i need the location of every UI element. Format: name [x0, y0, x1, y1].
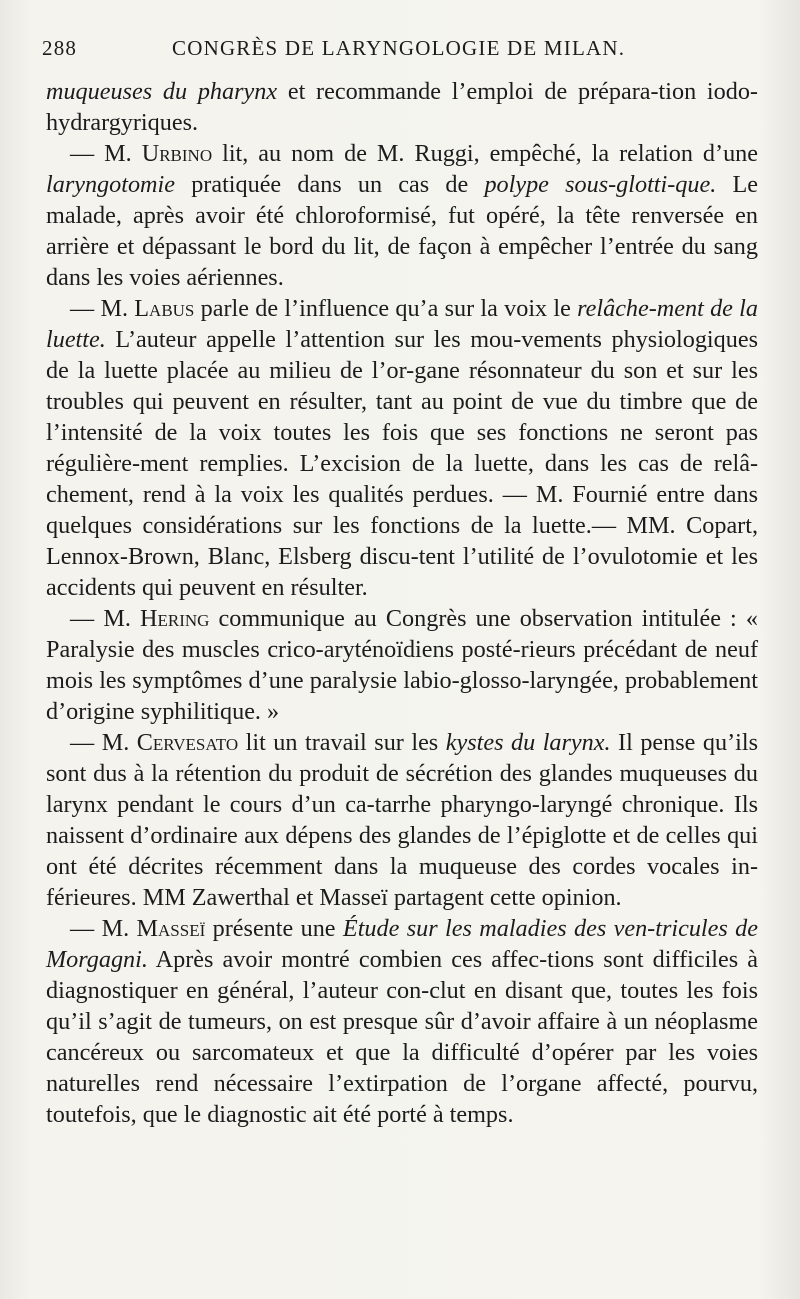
author-name: Masseï: [136, 915, 206, 942]
italic-run: muqueuses du pharynx: [46, 78, 278, 105]
italic-run: kystes du larynx.: [445, 729, 611, 756]
author-name: Urbino: [141, 140, 213, 167]
paragraph: [46, 76, 758, 138]
italic-run: polype sous-glotti-que.: [484, 171, 717, 198]
author-name: Hering: [140, 605, 210, 632]
text-run: — M.: [70, 295, 135, 322]
text-run: L’auteur appelle l’attention sur les mou-vements physiologiques de la luette placée au milieu de l’or-gane résonnateur du son et sur les troubles qui peuvent en résulter, tant au point de vue du timbre que de l’intensité de la voix toutes les fois que ses fonctions ne seront pas régulière-ment remplies. L’excision de la luette, dans les cas de relâ-chement, rend à la voix les qualités perdues. — M. Fournié entre dans quelques considérations sur les fonctions de la luette.— MM. Copart, Lennox-Brown, Blanc, Elsberg discu-tent l’utilité de l’ovulotomie et les accidents qui peuvent en résulter.: [46, 326, 758, 601]
author-name: Cervesato: [136, 729, 239, 756]
paragraph: [46, 138, 758, 293]
page-number: 288: [42, 36, 78, 60]
paragraph: [46, 913, 758, 1130]
text-run: Il pense qu’ils sont dus à la rétention du produit de sécrétion des glandes muqueuses du larynx pendant le cours d’un ca-tarrhe pharyngo-laryngé chronique. Ils naissent d’ordinaire aux dépens des glandes de l’épiglotte et de celles qui ont été décrites récemment dans la muqueuse des cordes vocales in-férieures. MM Zawerthal et Masseï partagent cette opinion.: [46, 729, 758, 911]
text-run: lit, au nom de M. Ruggi, empêché, la relation d’une: [212, 140, 758, 167]
text-run: lit un travail sur les: [238, 729, 446, 756]
text-run: — M.: [70, 915, 137, 942]
text-run: Après avoir montré combien ces affec-tions sont difficiles à diagnostiquer en général, l’auteur con-clut en disant que, toutes les fois qu’il s’agit de tumeurs, on est presque sûr d’avoir affaire à un néoplasme cancéreux ou sarcomateux et que la difficulté d’opérer par les voies naturelles rend nécessaire l’extirpation de l’organe affecté, pourvu, toutefois, que le diagnostic ait été porté à temps.: [46, 946, 758, 1128]
text-run: présente une: [205, 915, 343, 942]
author-name: Labus: [134, 295, 195, 322]
page-header: [42, 36, 742, 70]
paragraph: [46, 293, 758, 603]
body-text: [46, 76, 758, 1130]
text-run: pratiquée dans un cas de: [174, 171, 485, 198]
text-run: communique au Congrès une observation intitulée : « Paralysie des muscles crico-aryténoïdiens posté-rieurs précédant de neuf mois les symptômes d’une paralysie labio-glosso-laryngée, probablement d’origine syphilitique. »: [46, 605, 758, 725]
paragraph: [46, 603, 758, 727]
text-run: — M.: [70, 140, 142, 167]
running-title: CONGRÈS DE LARYNGOLOGIE DE MILAN.: [172, 36, 626, 60]
italic-run: Étude sur les maladies des ven-tricules de Morgagni.: [46, 915, 758, 973]
paragraph: [46, 727, 758, 913]
text-run: et recommande l’emploi de prépara-tion iodo-hydrargyriques.: [46, 78, 758, 136]
text-run: — M.: [70, 605, 140, 632]
text-run: Le malade, après avoir été chloroformisé, fut opéré, la tête renversée en arrière et dépassant le bord du lit, de façon à empêcher l’entrée du sang dans les voies aériennes.: [46, 171, 758, 291]
italic-run: laryngotomie: [46, 171, 175, 198]
text-run: — M.: [70, 729, 137, 756]
text-run: parle de l’influence qu’a sur la voix le: [194, 295, 578, 322]
italic-run: relâche-ment de la luette.: [46, 295, 758, 353]
